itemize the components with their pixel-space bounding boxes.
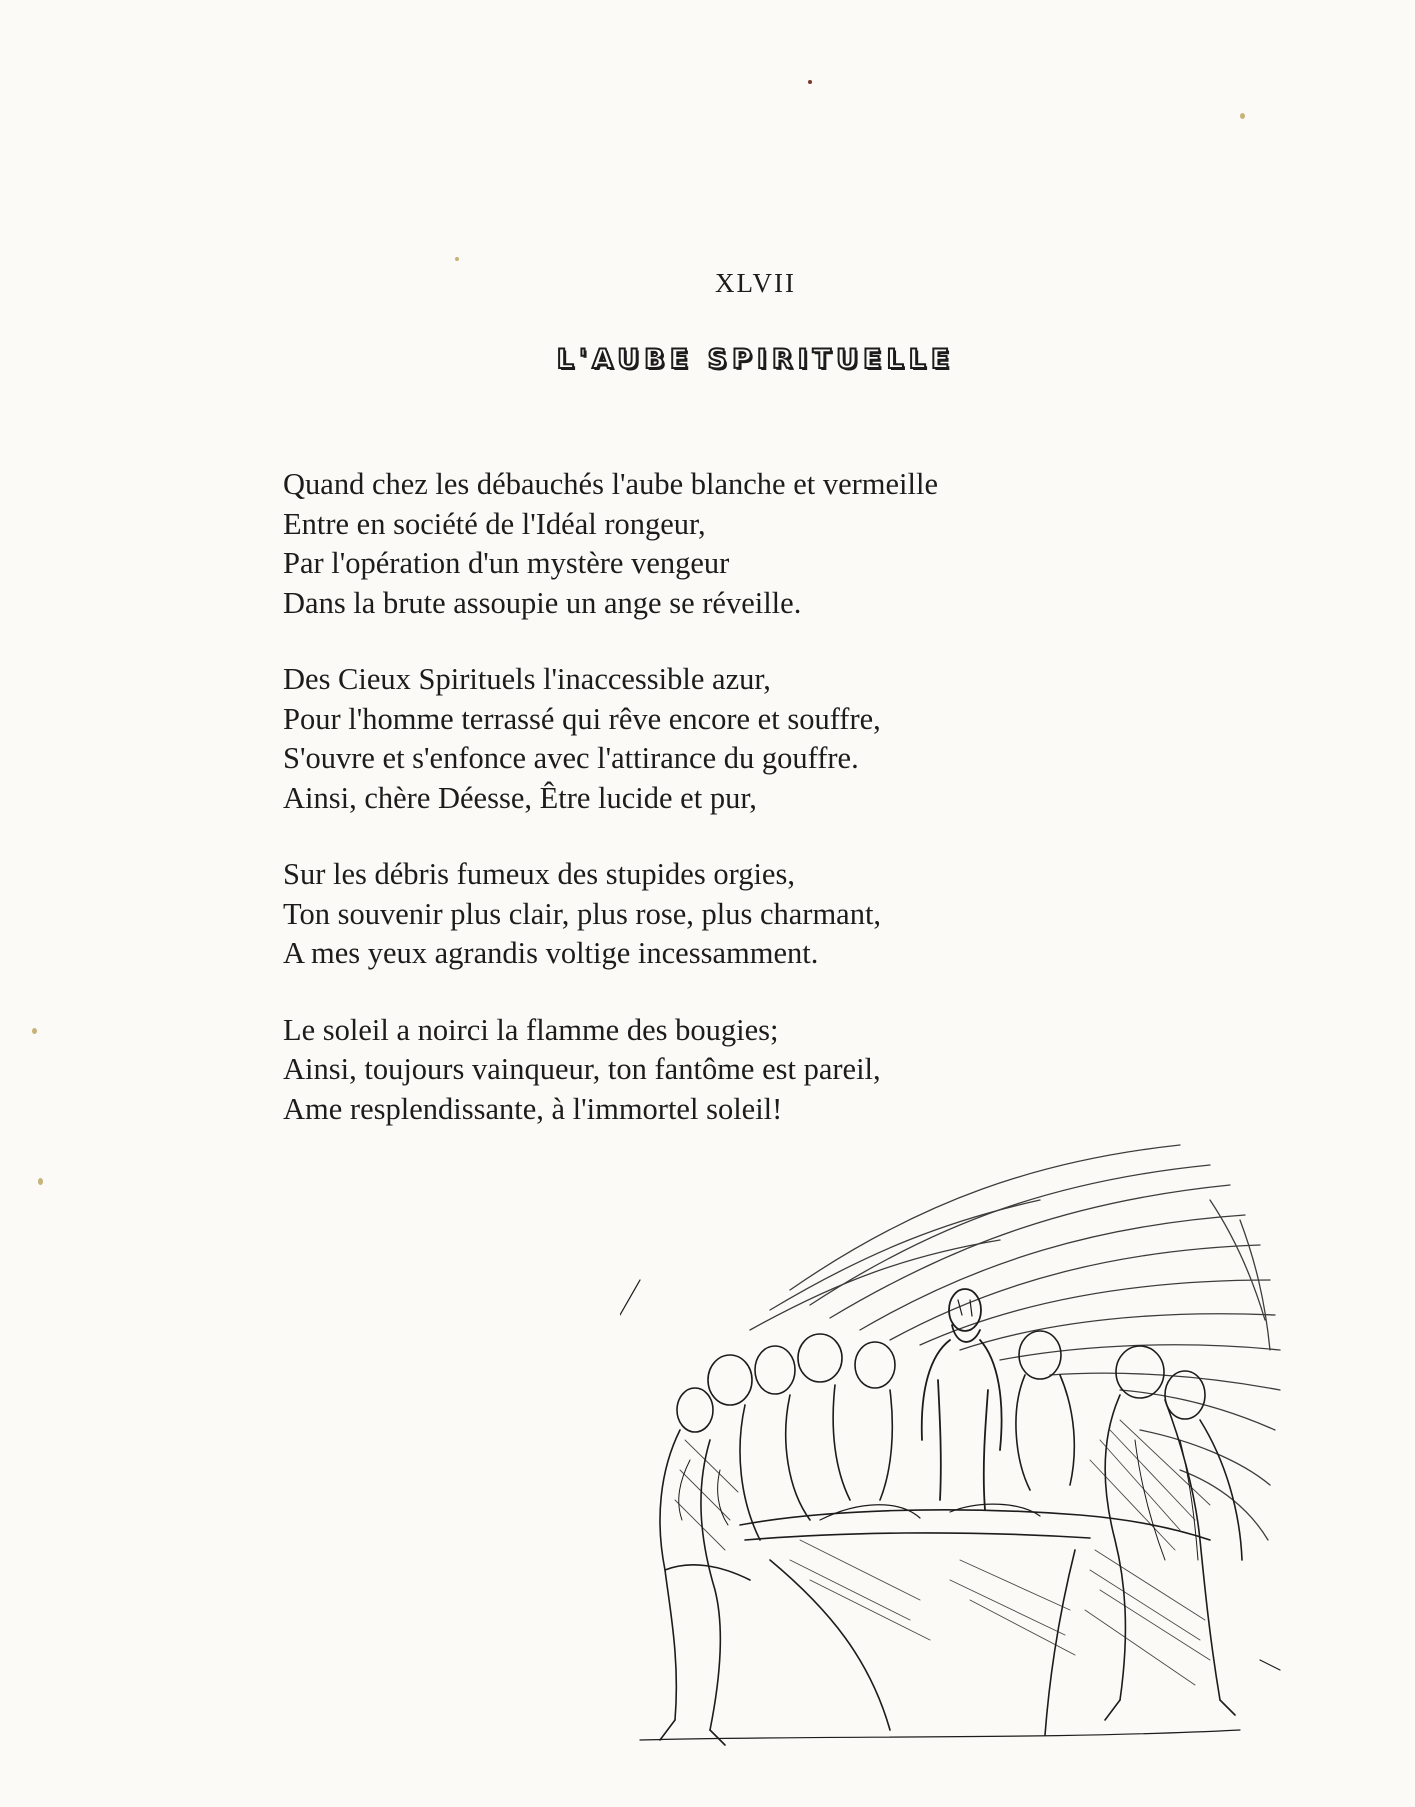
verse-line: Ame resplendissante, à l'immortel soleil! <box>283 1091 783 1126</box>
verse-line: Des Cieux Spirituels l'inaccessible azur, <box>283 662 771 696</box>
paper-speck <box>1240 113 1245 119</box>
verse-line: Quand chez les débauchés l'aube blanche et vermeille <box>283 467 939 501</box>
stanza-1 <box>283 465 1103 623</box>
seated-figures-left <box>660 1334 895 1745</box>
paper-speck <box>455 257 459 261</box>
verse-line: Entre en société de l'Idéal rongeur, <box>283 506 706 541</box>
verse-line: Par l'opération d'un mystère vengeur <box>283 546 730 580</box>
cross-hatching <box>675 1420 1210 1685</box>
seated-figures-right <box>1016 1331 1242 1720</box>
stanza-3 <box>283 855 1103 974</box>
background-hatching <box>750 1145 1280 1540</box>
stanza-2 <box>283 660 1103 818</box>
paper-speck <box>32 1028 37 1034</box>
verse-line: Ton souvenir plus clair, plus rose, plus charmant, <box>283 896 882 931</box>
standing-figure <box>922 1289 1002 1510</box>
verse-line: Le soleil a noirci la flamme des bougies; <box>283 1012 779 1047</box>
poem-numeral: XLVII <box>715 268 796 298</box>
poem-body <box>283 465 1103 1166</box>
verse-line: A mes yeux agrandis voltige incessamment. <box>283 936 819 970</box>
paper-speck <box>38 1178 43 1185</box>
verse-line: Dans la brute assoupie un ange se réveille. <box>283 585 802 620</box>
stanza-4 <box>283 1011 1103 1130</box>
poem-title: L'AUBE SPIRITUELLE <box>556 344 955 375</box>
verse-line: S'ouvre et s'enfonce avec l'attirance du gouffre. <box>283 741 859 775</box>
paper-speck <box>808 80 812 84</box>
verse-line: Ainsi, toujours vainqueur, ton fantôme est pareil, <box>283 1052 881 1086</box>
verse-line: Ainsi, chère Déesse, Être lucide et pur, <box>283 780 757 815</box>
verse-line: Pour l'homme terrassé qui rêve encore et souffre, <box>283 701 881 736</box>
table <box>740 1504 1210 1735</box>
ink-drawing-figures-at-table <box>620 1140 1300 1750</box>
verse-line: Sur les débris fumeux des stupides orgies, <box>283 857 795 891</box>
